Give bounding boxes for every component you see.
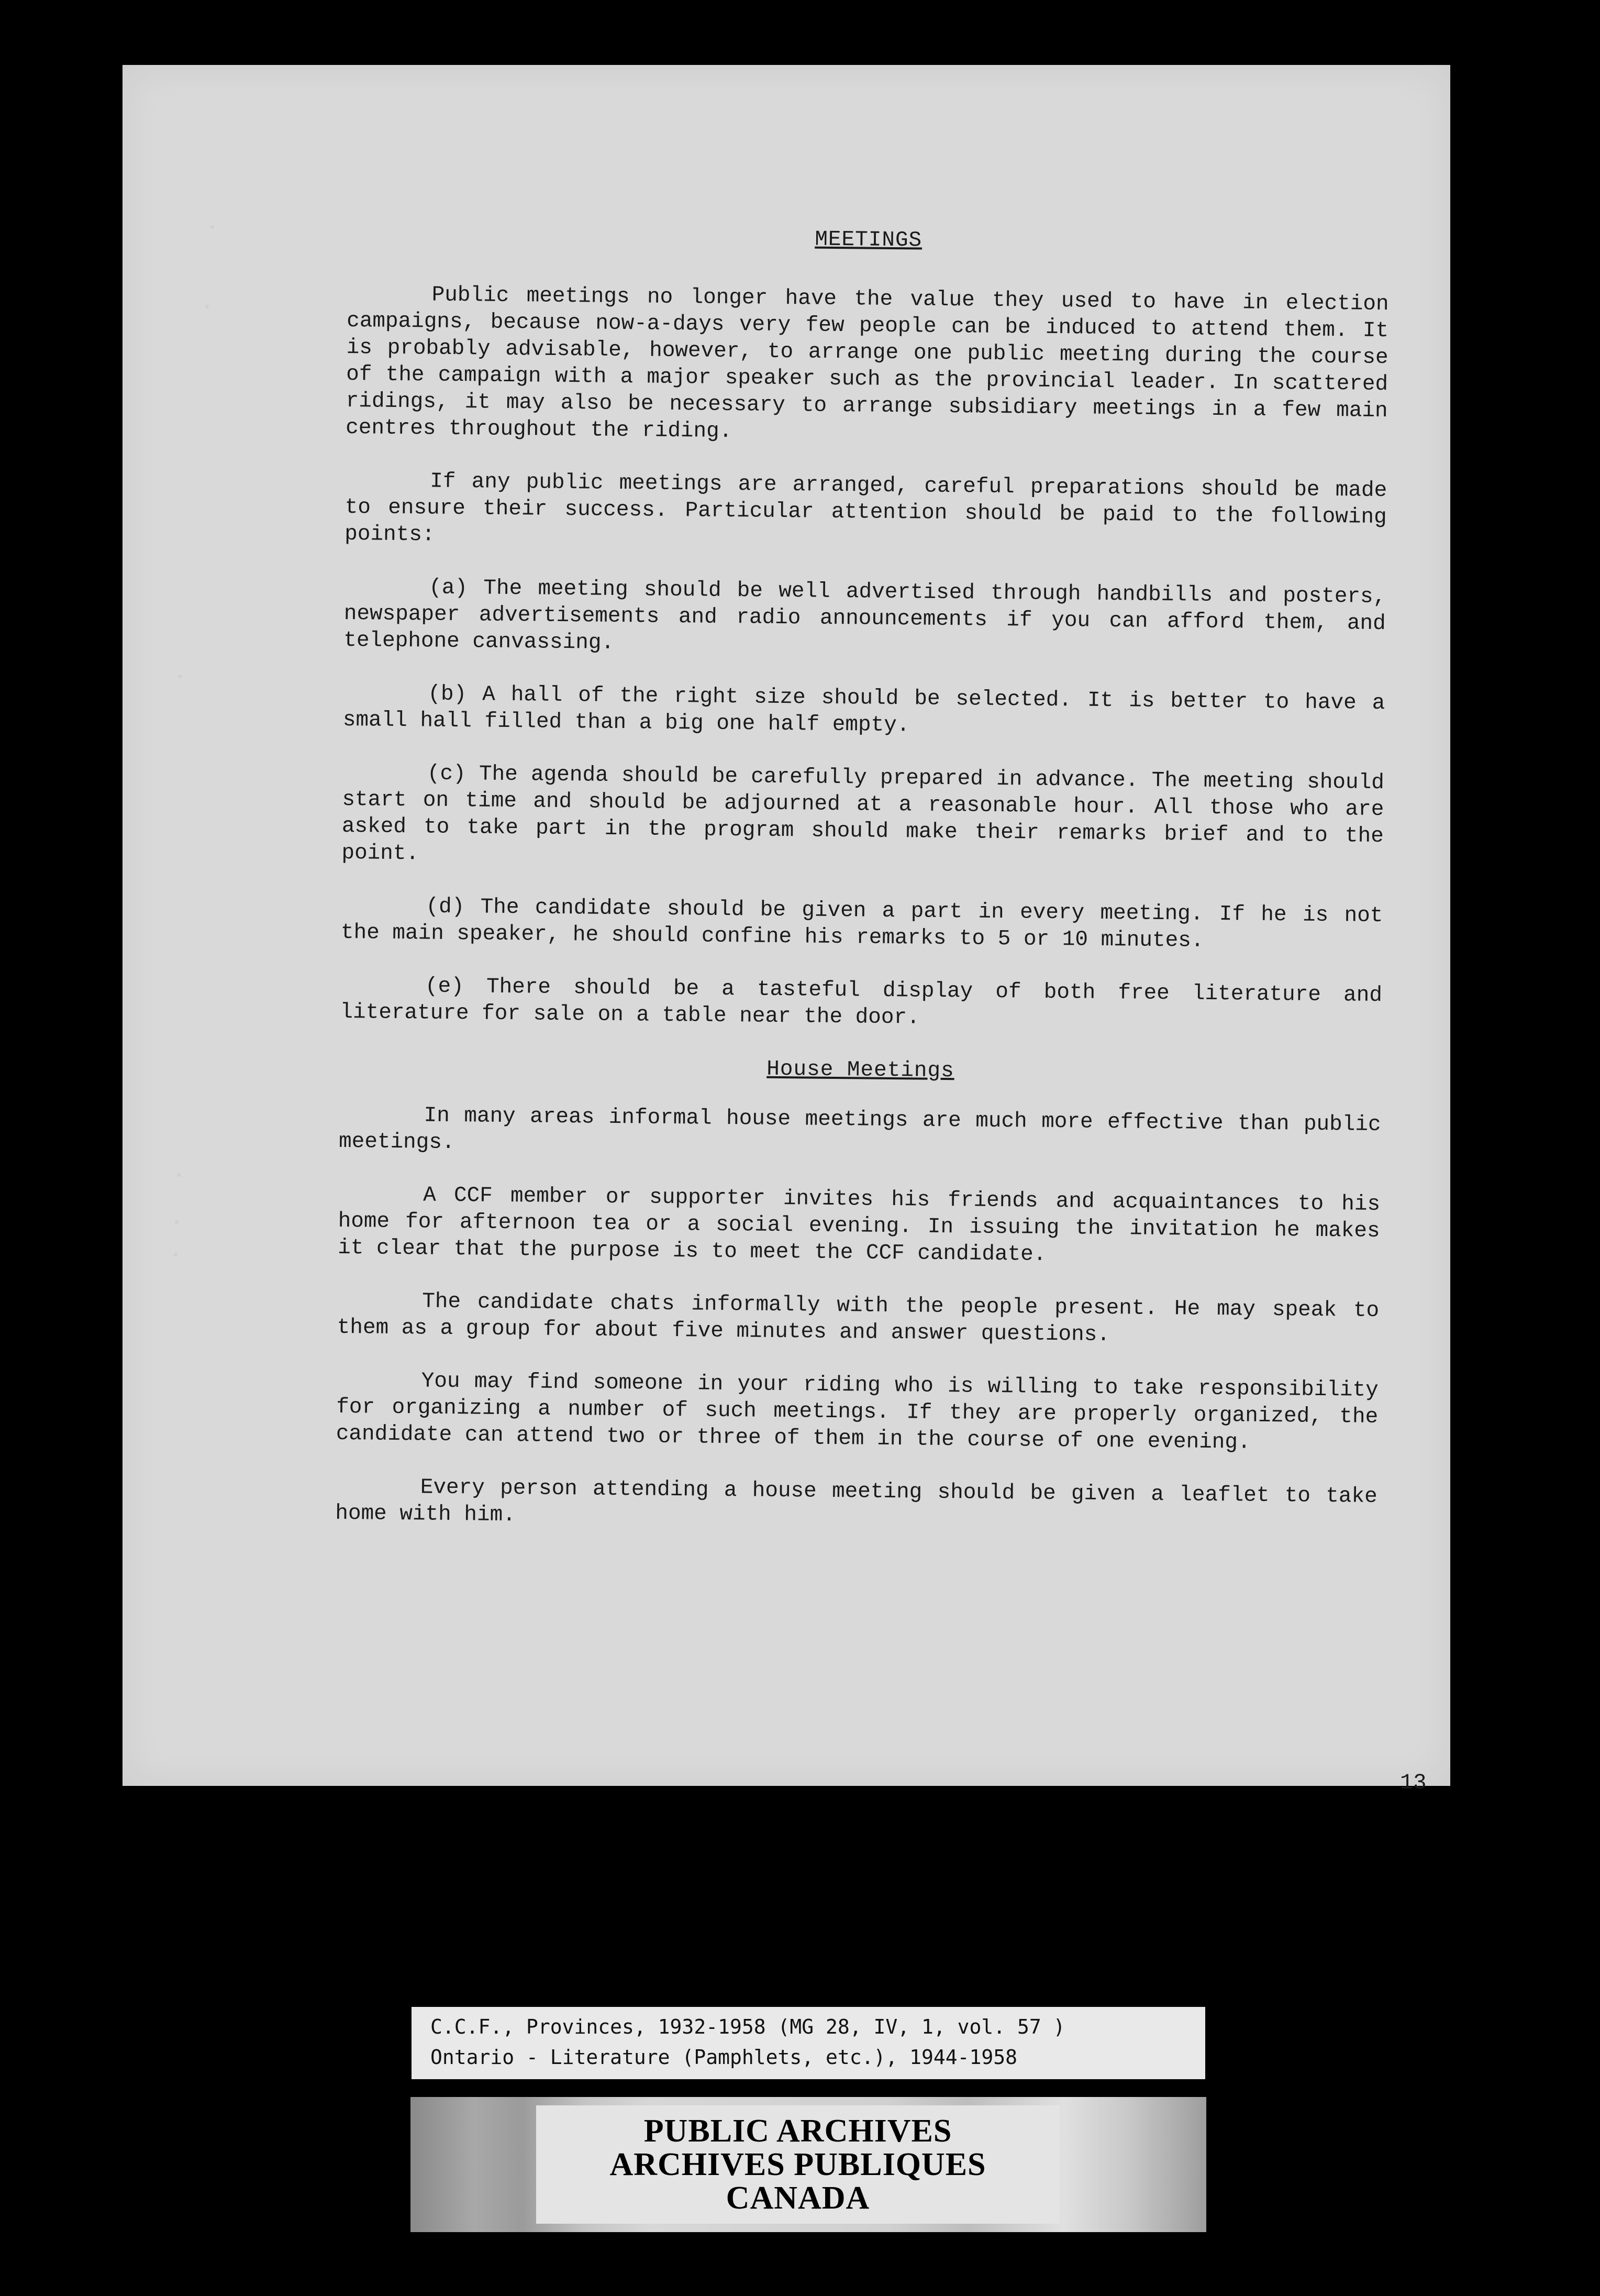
archive-reference-line-2: Ontario - Literature (Pamphlets, etc.), 1944-1958 xyxy=(430,2046,1018,2069)
paragraph: In many areas informal house meetings are much more effective than public meetings. xyxy=(338,1103,1381,1155)
speck xyxy=(175,1220,179,1224)
speck xyxy=(178,675,182,678)
list-item-c: (c) The agenda should be carefully prepared in advance. The meeting should start on time and should be adjourned at a reasonable hour. All those who are asked to take part in the program should make their remarks brief and to the point. xyxy=(341,761,1385,866)
list-item-e: (e) There should be a tasteful display of both free literature and literature for sale on a table near the door. xyxy=(340,974,1383,1030)
speck xyxy=(174,1253,177,1256)
archives-stamp xyxy=(410,2097,1206,2232)
paragraph: Public meetings no longer have the value they used to have in election campaigns, because now-a-days very few people can be induced to attend them. It is probably advisable, however, to arrange one public meeting during the course of the campaign with a major speaker such as the provincial leader. In scattered ridings, it may also be necessary to arrange subsidiary meetings in a few main centres throughout the riding. xyxy=(346,283,1389,444)
list-item-b: (b) A hall of the right size should be selected. It is better to have a small hall filled than a big one half empty. xyxy=(342,682,1385,738)
paragraph: If any public meetings are arranged, careful preparations should be made to ensure their success. Particular attention should be paid to the following points: xyxy=(345,469,1387,547)
stamp-line-2: ARCHIVES PUBLIQUES xyxy=(609,2147,986,2182)
page-number: 13 xyxy=(1400,1770,1427,1795)
page-heading: MEETINGS xyxy=(815,227,923,253)
section-heading-house-meetings: House Meetings xyxy=(766,1057,954,1084)
list-item-a: (a) The meeting should be well advertised through handbills and posters, newspaper advertisements and radio announcements if you can afford them, and telephone canvassing. xyxy=(343,576,1386,655)
document-page xyxy=(123,65,1450,1795)
stamp-text-box xyxy=(536,2105,1060,2224)
archive-reference-line-1: C.C.F., Provinces, 1932-1958 (MG 28, IV, 1, vol. 57 ) xyxy=(430,2015,1065,2038)
speck xyxy=(177,1173,181,1177)
document-body xyxy=(335,222,1390,1563)
paragraph: The candidate chats informally with the people present. He may speak to them as a group for about five minutes and answer questions. xyxy=(337,1289,1380,1348)
stamp-line-3: CANADA xyxy=(726,2180,870,2216)
speck xyxy=(210,225,214,229)
archive-reference-label xyxy=(412,2007,1205,2079)
speck xyxy=(205,305,209,308)
paragraph: You may find someone in your riding who is willing to take responsibility for organizing a number of such meetings. If they are properly organized, the candidate can attend two or three of them in the course of one evening. xyxy=(336,1369,1379,1455)
stamp-line-1: PUBLIC ARCHIVES xyxy=(643,2113,952,2149)
paragraph: Every person attending a house meeting should be given a leaflet to take home with him. xyxy=(335,1475,1377,1528)
list-item-d: (d) The candidate should be given a part in every meeting. If he is not the main speaker, he should confine his remarks to 5 or 10 minutes. xyxy=(340,895,1383,953)
paragraph: A CCF member or supporter invites his friends and acquaintances to his home for afternoon tea or a social evening. In issuing the invitation he makes it clear that the purpose is to meet the CCF candidate. xyxy=(337,1183,1381,1267)
